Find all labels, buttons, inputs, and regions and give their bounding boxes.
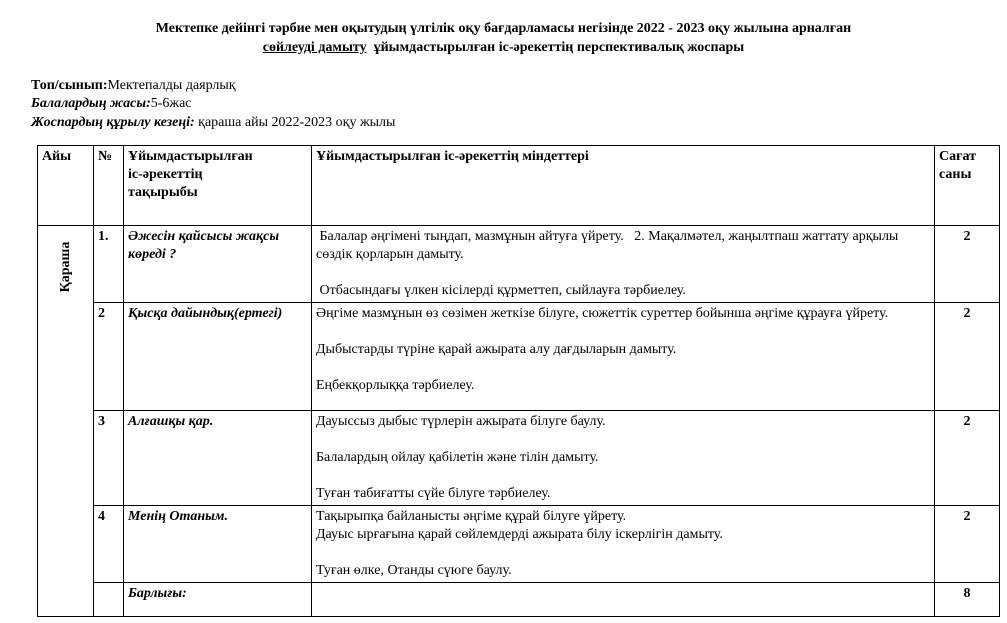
task-line: Балалардың ойлау қабілетін және тілін дамыту. <box>316 450 599 465</box>
header-number: № <box>94 146 124 226</box>
task-line: Тақырыпқа байланысты әңгіме құрай білуге үйрету. <box>316 509 627 524</box>
header-month: Айы <box>38 146 94 226</box>
row-number: 4 <box>94 506 124 583</box>
subject-name: сөйлеуді дамыту <box>262 40 367 55</box>
row-topic: Алғашқы қар. <box>124 411 312 506</box>
total-tasks-cell <box>312 583 935 617</box>
group-value: Мектепалды даярлық <box>107 78 236 93</box>
row-tasks <box>312 303 935 411</box>
age-value: 5-6жас <box>150 96 192 111</box>
table-row <box>38 506 1000 583</box>
task-line: Дауыссыз дыбыс түрлерін ажырата білуге баулу. <box>316 414 606 429</box>
row-topic: Қысқа дайындық(ертегі) <box>124 303 312 411</box>
row-hours: 2 <box>935 303 1000 411</box>
header-topic-line2: іс-әрекеттің <box>128 167 203 182</box>
row-hours: 2 <box>935 226 1000 303</box>
task-line: Отбасындағы үлкен кісілерді құрметтеп, сыйлауға тәрбиелеу. <box>316 283 686 298</box>
table-header-row <box>38 146 1000 226</box>
document-subtitle <box>0 39 1007 57</box>
plan-table <box>37 145 1000 617</box>
month-cell <box>38 226 94 617</box>
group-line <box>31 77 236 95</box>
period-value: қараша айы 2022-2023 оқу жылы <box>194 115 396 130</box>
task-line: Әңгіме мазмұнын өз сөзімен жеткізе білуге, сюжеттік суреттер бойынша әңгіме құрауға үйрету. <box>316 306 889 321</box>
task-line: Балалар әңгімені тыңдап, мазмұнын айтуға үйрету. 2. Мақалмәтел, жаңылтпаш жаттату арқылы сөздік қорларын дамыту. <box>316 229 902 262</box>
row-topic: Әжесін қайсысы жақсы көреді ? <box>124 226 312 303</box>
total-label: Барлығы: <box>124 583 312 617</box>
row-number: 2 <box>94 303 124 411</box>
header-tasks: Ұйымдастырылған іс-әрекеттің міндеттері <box>312 146 935 226</box>
table-row <box>38 411 1000 506</box>
row-tasks <box>312 506 935 583</box>
total-number-cell <box>94 583 124 617</box>
age-line <box>31 95 192 113</box>
header-topic-line3: тақырыбы <box>128 185 198 200</box>
row-hours: 2 <box>935 411 1000 506</box>
group-label: Топ/сынып: <box>31 78 108 93</box>
row-topic: Менің Отаным. <box>124 506 312 583</box>
table-row <box>38 303 1000 411</box>
month-label: Қараша <box>57 241 73 293</box>
header-hours-line2: саны <box>939 167 972 182</box>
age-label: Балалардың жасы: <box>31 96 151 111</box>
header-hours-line1: Сағат <box>939 149 976 164</box>
row-hours: 2 <box>935 506 1000 583</box>
task-line: Еңбекқорлыққа тәрбиелеу. <box>316 378 475 393</box>
header-hours <box>935 146 1000 226</box>
row-number: 1. <box>94 226 124 303</box>
header-topic-line1: Ұйымдастырылған <box>128 149 253 164</box>
row-tasks <box>312 411 935 506</box>
task-line: Туған өлке, Отанды сүюге баулу. <box>316 563 512 578</box>
row-tasks <box>312 226 935 303</box>
task-line: Дыбыстарды түріне қарай ажырата алу дағдыларын дамыту. <box>316 342 677 357</box>
task-line: Туған табиғатты сүйе білуге тәрбиелеу. <box>316 486 551 501</box>
period-label: Жоспардың құрылу кезеңі: <box>31 115 195 130</box>
header-topic <box>124 146 312 226</box>
subtitle-rest: ұйымдастырылған іс-әрекеттің перспективалық жоспары <box>366 40 745 55</box>
task-line: Дауыс ырғағына қарай сөйлемдерді ажырата білу іскерлігін дамыту. <box>316 527 723 542</box>
total-row <box>38 583 1000 617</box>
row-number: 3 <box>94 411 124 506</box>
table-row <box>38 226 1000 303</box>
total-value: 8 <box>935 583 1000 617</box>
document-title: Мектепке дейінгі тәрбие мен оқытудың үлгілік оқу бағдарламасы негізінде 2022 - 2023 оқу жылына арналған <box>155 21 852 36</box>
period-line <box>31 114 395 132</box>
